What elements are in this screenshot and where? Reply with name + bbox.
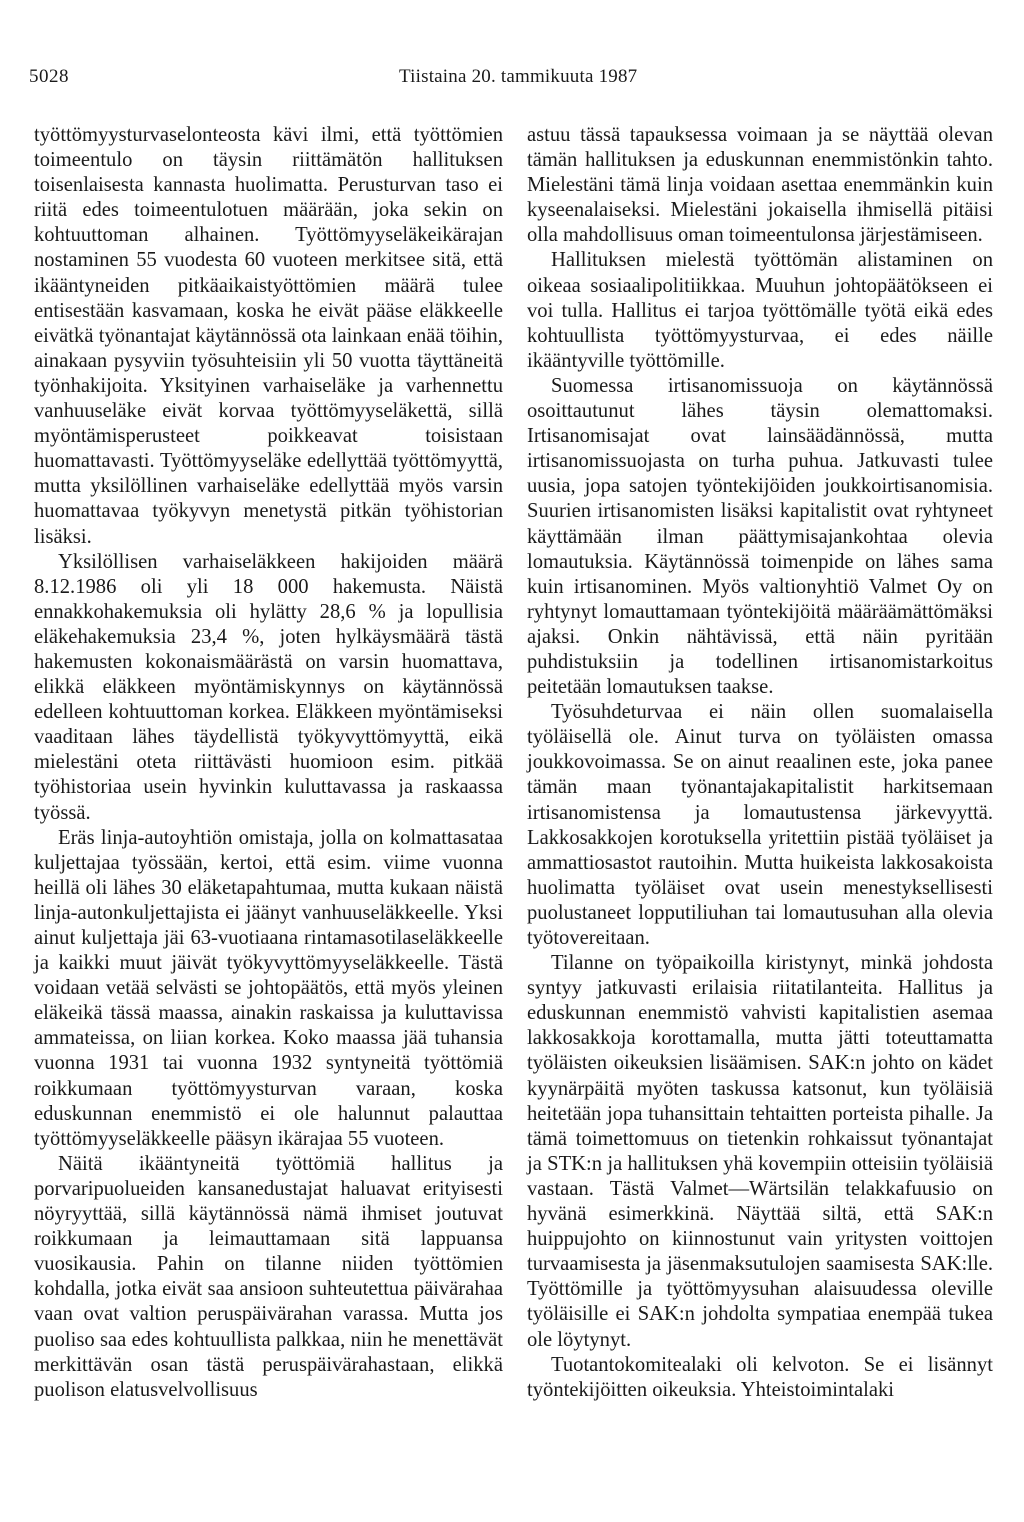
paragraph: Hallituksen mielestä työttömän alistaminen on oikeaa sosiaalipolitiikkaa. Muuhun johtopäätökseen ei voi tulla. Hallitus ei tarjoa työttömälle työtä eikä edes kohtuullista työttömyysturvaa, ei edes näille ikääntyville työttömille. [527,249,993,372]
running-head-date: Tiistaina 20. tammikuuta 1987 [399,66,638,87]
paragraph: Työsuhdeturvaa ei näin ollen suomalaisella työläisellä ole. Ainut turva on työläisten omassa joukkovoimassa. Se on ainut reaalinen este, joka panee tämän maan työnantajakapitalistit harkitsemaan irtisanomistensa ja lomautustensa järkevyyttä. Lakkosakkojen korotuksella yritettiin pistää työläiset ja ammattiosastot rautoihin. Mutta huikeista lakkosakoista huolimatta työläiset ovat usein menestyksellisesti puolustaneet lopputiliuhan tai lomautusuhan alla olevia työtovereitaan. [527,701,993,949]
left-column [34,123,503,1403]
paragraph: työttömyysturvaselonteosta kävi ilmi, että työttömien toimeentulo on täysin riittämätön hallituksen toisenlaisesta kannasta huolimatta. Perusturvan taso ei riitä edes toimeentulotuen määrään, joka sekin on kohtuuttoman alhainen. Työttömyyseläkeikärajan nostaminen 55 vuodesta 60 vuoteen merkitsee sitä, että ikääntyneiden pitkäaikaistyöttömien määrä tulee entisestään kasvamaan, koska he eivät pääse eläkkeelle eivätkä työnantajat käytännössä ota lainkaan enää töihin, ainakaan pysyviin työsuhteisiin yli 50 vuotta täyttäneitä työnhakijoita. Yksityinen varhaiseläke ja varhennettu vanhuuseläke eivät korvaa työttömyyseläkettä, sillä myöntämisperusteet poikkeavat toisistaan huomattavasti. Työttömyyseläke edellyttää työttömyyttä, mutta yksilöllinen varhaiseläke edellyttää myös varsin huomattavaa työkyvyn menetystä pitkän työhistorian lisäksi. [34,124,503,548]
paragraph: Suomessa irtisanomissuoja on käytännössä osoittautunut lähes täysin olemattomaksi. Irtisanomisajat ovat lainsäädännössä, mutta irtisanomissuojasta on turha puhua. Jatkuvasti tulee uusia, jopa satojen työntekijöiden joukkoirtisanomisia. Suurien irtisanomisten lisäksi kapitalistit ovat ryhtyneet käyttämään ilman päättymisajankohtaa olevia lomautuksia. Käytännössä toimenpide on lähes sama kuin irtisanominen. Myös valtionyhtiö Valmet Oy on ryhtynyt lomauttamaan työntekijöitä määräämättömäksi ajaksi. Onkin nähtävissä, että näin pyritään puhdistuksiin ja todellinen irtisanomistarkoitus peitetään lomautuksen taakse. [527,374,993,699]
page-number: 5028 [29,66,69,87]
right-column [527,123,993,1403]
paragraph: Tuotantokomitealaki oli kelvoton. Se ei lisännyt työntekijöitten oikeuksia. Yhteistoimintalaki [527,1353,993,1401]
paragraph: astuu tässä tapauksessa voimaan ja se näyttää olevan tämän hallituksen ja eduskunnan enemmistönkin tahto. Mielestäni tämä linja voidaan asettaa enemmänkin kuin kyseenalaiseksi. Mielestäni jokaisella ihmisellä pitäisi olla mahdollisuus oman toimeentulonsa järjestämiseen. [527,124,993,247]
paragraph: Tilanne on työpaikoilla kiristynyt, minkä johdosta syntyy jatkuvasti erilaisia riitatilanteita. Hallitus ja eduskunnan enemmistö vahvisti kapitalistien asemaa lakkosakkoja korottamalla, mutta jätti toteuttamatta työläisten oikeuksien lisäämisen. SAK:n johto on kädet kyynärpäitä myöten taskussa katsonut, kun työläisiä heitetään jopa tuhansittain tehtaitten porteista pihalle. Ja tämä toimettomuus on tietenkin rohkaissut työnantajat ja STK:n ja hallituksen yhä kovempiin otteisiin työläisiä vastaan. Tästä Valmet—Wärtsilän telakkafuusio on hyvänä esimerkkinä. Näyttää siltä, että SAK:n huippujohto on kiinnostunut vain yritysten voittojen turvaamisesta ja jäsenmaksutulojen saamisesta SAK:lle. Työttömille ja työttömyysuhan alaisuudessa oleville työläisille ei SAK:n johdolta sympatiaa enempää tukea ole löytynyt. [527,952,993,1351]
paragraph: Näitä ikääntyneitä työttömiä hallitus ja porvaripuolueiden kansanedustajat haluavat erityisesti nöyryyttää, sillä käytännössä nämä ihmiset joutuvat roikkumaan ja leimauttamaan sitä lappuansa vuosikausia. Pahin on tilanne niiden työttömien kohdalla, jotka eivät saa ansioon suhteutettua päivärahaa vaan ovat valtion peruspäivärahan varassa. Mutta jos puoliso saa edes kohtuullista palkkaa, niin he menettävät merkittävän osan tästä peruspäivärahastaan, elikkä puolison elatusvelvollisuus [34,1152,503,1401]
paragraph: Yksilöllisen varhaiseläkkeen hakijoiden määrä 8.12.1986 oli yli 18 000 hakemusta. Näistä ennakkohakemuksia oli hylätty 28,6 % ja lopullisia eläkehakemuksia 23,4 %, joten hylkäysmäärä tästä hakemusten kokonaismäärästä on varsin huomattava, elikkä eläkkeen myöntämiskynnys on käytännössä edelleen kohtuuttoman korkea. Eläkkeen myöntämiseksi vaaditaan lähes täydellistä työkyvyttömyyttä, eikä mielestäni oteta riittävästi huomioon esim. pitkää työhistoriaa usein hyvinkin kuluttavassa ja raskaassa työssä. [34,550,503,824]
paragraph: Eräs linja-autoyhtiön omistaja, jolla on kolmattasataa kuljettajaa työssään, kertoi, että esim. viime vuonna heillä oli lähes 30 eläketapahtumaa, mutta kukaan näistä linja-autonkuljettajista ei jäänyt vanhuuseläkkeelle. Yksi ainut kuljettaja jäi 63-vuotiaana rintamasotilaseläkkeelle ja kaikki muut jäivät työkyvyttömyyseläkkeelle. Tästä voidaan vetää selvästi se johtopäätös, että myös yleinen eläkeikä tässä maassa, ainakin raskaissa ja kuluttavissa ammateissa, on liian korkea. Koko maassa jää tuhansia vuonna 1931 tai vuonna 1932 syntyneitä työttömiä roikkumaan työttömyysturvan varaan, koska eduskunnan enemmistö ei ole halunnut palauttaa työttömyyseläkkeelle pääsyn ikärajaa 55 vuoteen. [34,826,503,1150]
